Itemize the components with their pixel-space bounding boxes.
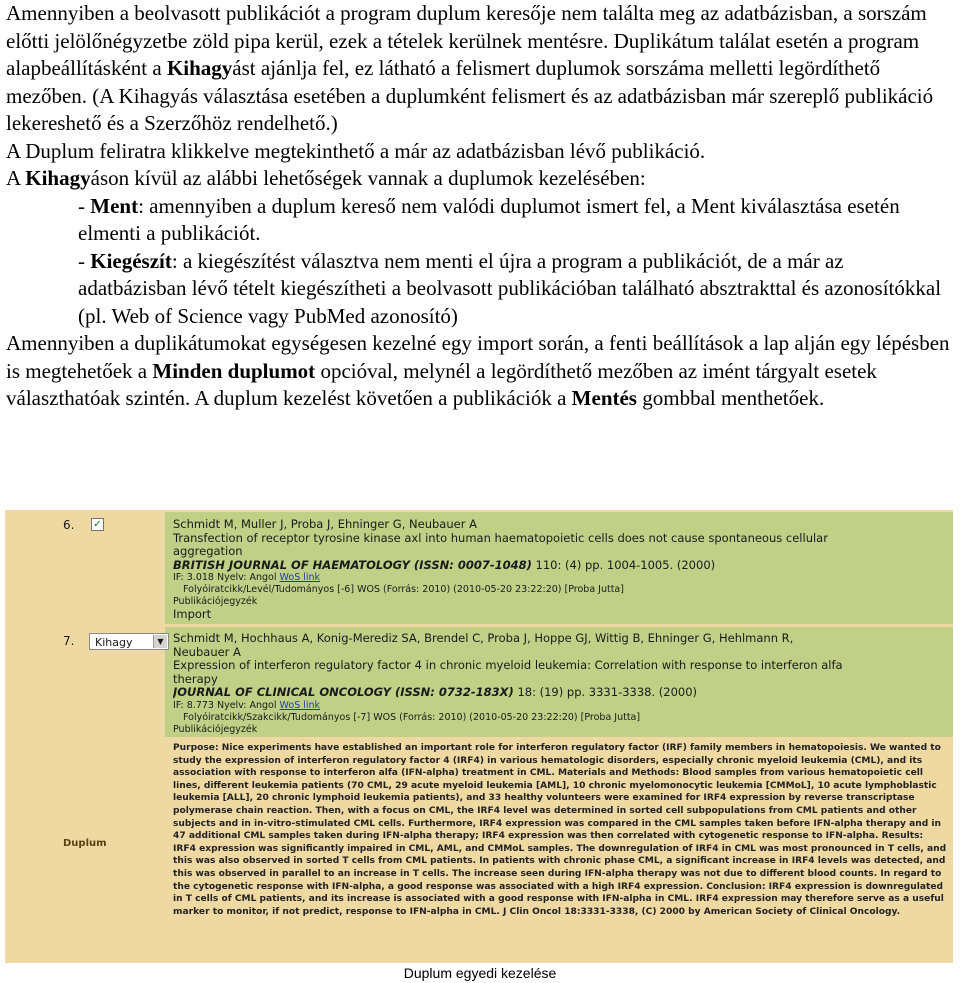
- record-title-cont: therapy: [173, 672, 218, 686]
- embedded-screenshot: [5, 510, 953, 963]
- record-6: [173, 518, 949, 622]
- bold-kiegeszit: Kiegészít: [90, 248, 172, 273]
- record-journal-line: [173, 559, 949, 573]
- record-journal[interactable]: JOURNAL OF CLINICAL ONCOLOGY (ISSN: 0732-183X): [173, 686, 514, 699]
- bold-ment: Ment: [90, 193, 139, 218]
- record-citation: 18: (19) pp. 3331-3338. (2000): [513, 686, 698, 699]
- figure-caption: Duplum egyedi kezelése: [403, 965, 557, 981]
- record-number: 7.: [63, 634, 75, 648]
- publication-list-label: Publikációjegyzék: [173, 596, 258, 607]
- record-journal[interactable]: BRITISH JOURNAL OF HAEMATOLOGY (ISSN: 0007-1048): [173, 558, 532, 572]
- record-title: Expression of interferon regulatory factor 4 in chronic myeloid leukemia: Correlation with response to interferon alfa: [173, 659, 843, 672]
- bold-mentes: Mentés: [571, 386, 637, 410]
- record-title: Transfection of receptor tyrosine kinase axl into human haematopoietic cells does not cause spontaneous cellular: [173, 531, 828, 545]
- document-text: [6, 0, 954, 413]
- record-if-line: IF: 8.773 Nyelv: Angol WoS link: [173, 699, 321, 711]
- publication-list-label: Publikációjegyzék: [173, 723, 258, 735]
- record-authors: Schmidt M, Hochhaus A, Konig-Merediz SA, Brendel C, Proba J, Hoppe GJ, Wittig B, Ehninger G, Hehlmann R,: [173, 632, 794, 645]
- duplum-link[interactable]: Duplum: [63, 838, 107, 849]
- record-type: Folyóiratcikk/Szakcikk/Tudományos [-7] WOS (Forrás: 2010) (2010-05-20 23:22:20) [Proba Jutta]: [183, 711, 641, 723]
- paragraph-bulk: Amennyiben a duplikátumokat egységesen kezelné egy import során, a fenti beállítások a lap alján egy lépésben is megtehetőek a Minden duplumot opcióval, melynél a legördíthető mezőben az imént tárgyalt esetek választhatóak szintén. A duplum kezelést követően a publikációk a Mentés gombbal menthetőek.: [6, 331, 950, 410]
- paragraph-options-intro: A Kihagyáson kívül az alábbi lehetőségek vannak a duplumok kezelésében:: [6, 166, 646, 190]
- bold-kihagy: Kihagy: [166, 56, 233, 80]
- wos-link[interactable]: WoS link: [279, 572, 321, 583]
- record-authors: Schmidt M, Muller J, Proba J, Ehninger G, Neubauer A: [173, 518, 477, 531]
- record-title-cont: aggregation: [173, 545, 243, 558]
- bold-kihagy: Kihagy: [25, 166, 91, 190]
- paragraph-duplum-link: A Duplum feliratra klikkelve megtekinthető a már az adatbázisban lévő publikáció.: [6, 138, 706, 163]
- save-checkbox[interactable]: ✓: [91, 518, 104, 531]
- record-7: [173, 632, 949, 736]
- chevron-down-icon[interactable]: ▼: [153, 635, 167, 648]
- record-authors-cont: Neubauer A: [173, 645, 241, 659]
- record-citation: 110: (4) pp. 1004-1005. (2000): [531, 558, 716, 572]
- duplicate-action-select[interactable]: [89, 633, 169, 650]
- record-number: 6.: [63, 518, 75, 532]
- select-value: Kihagy: [95, 636, 133, 649]
- record-type: Folyóiratcikk/Levél/Tudományos [-6] WOS (Forrás: 2010) (2010-05-20 23:22:20) [Proba Jutta]: [183, 584, 624, 595]
- paragraph-intro: Amennyiben a beolvasott publikációt a program duplum keresője nem találta meg az adatbázisban, a sorszám előtti jelölőnégyzetbe zöld pipa kerül, ezek a tételek kerülnek mentésre. Duplikátum találat esetén a program alapbeállításként a Kihagyást ajánlja fel, ez látható a felismert duplumok sorszáma melletti legördíthető mezőben. (A Kihagyás választása esetében a duplumként felismert és az adatbázisban már szereplő publikáció lekereshető és a Szerzőhöz rendelhető.): [6, 1, 934, 135]
- bold-minden-duplumot: Minden duplumot: [152, 358, 316, 383]
- duplicate-abstract: Purpose: Nice experiments have established an important role for interferon regulatory factor (IRF) family members in hematopoiesis. We wanted to study the expression of interferon regulatory factor 4 (IRF4) in various hematologic disorders, especially chronic myeloid leukemia (CML), and its association with response to interferon alfa (IFN-alpha) treatment in CML. Materials and Methods: Blood samples from various hematopoietic cell lines, different leukemia patients (70 CML, 29 acute myeloid leukemia [AML], 10 chronic myelomonocytic leukemia [CMMoL], 10 acute lymphoblastic leukemia [ALL], 20 chronic lymphoid leukemia patients), and 33 healthy volunteers were examined for IRF4 expression by reverse transcriptase polymerase chain reaction. Then, with a focus on CML, the IRF4 level was determined in sorted cell subpopulations from CML patients and other subjects and in in-vitro-stimulated CML cells. Furthermore, IRF4 expression was compared in the CML samples taken before IFN-alpha therapy and in 47 additional CML samples taken during IFN-alpha therapy; IRF4 expression was then correlated with cytogenetic response to IFN-alpha. Results: IRF4 expression was significantly impaired in CML, AML, and CMMoL samples. The downregulation of IRF4 in CML was most pronounced in T cells, and this was also observed in sorted T cells from CML patients. In patients with chronic phase CML, a significant increase in IRF4 levels was detected, and this was observed in parallel to an increase in T cells. The increase seen during IFN-alpha therapy was not due to different blood counts. In regard to the cytogenetic response with IFN-alpha, a good response was associated with a high IRF4 expression. Conclusion: IRF4 expression is downregulated in T cells of CML patients, and its increase is associated with a good response with IFN-alpha in CML. IRF4 expression may therefore serve as a useful marker to monitor, if not predict, response to IFN-alpha in CML. J Clin Oncol 18:3331-3338, (C) 2000 by American Society of Clinical Oncology.: [173, 743, 947, 917]
- paragraph-ment: - Ment: amennyiben a duplum kereső nem valódi duplumot ismert fel, a Ment kiválasztása esetén elmenti a publikációt.: [78, 193, 900, 245]
- import-label: Import: [173, 608, 212, 621]
- record-journal-line: [173, 686, 949, 700]
- paragraph-kiegeszit: - Kiegészít: a kiegészítést választva nem menti el újra a program a publikációt, de a már az adatbázisban lévő tételt kiegészítheti a beolvasott publikációban található absztrakttal és azonosítókkal (pl. Web of Science vagy PubMed azonosító): [78, 248, 942, 328]
- record-if-line: IF: 3.018 Nyelv: Angol WoS link: [173, 572, 321, 583]
- wos-link[interactable]: WoS link: [279, 699, 321, 711]
